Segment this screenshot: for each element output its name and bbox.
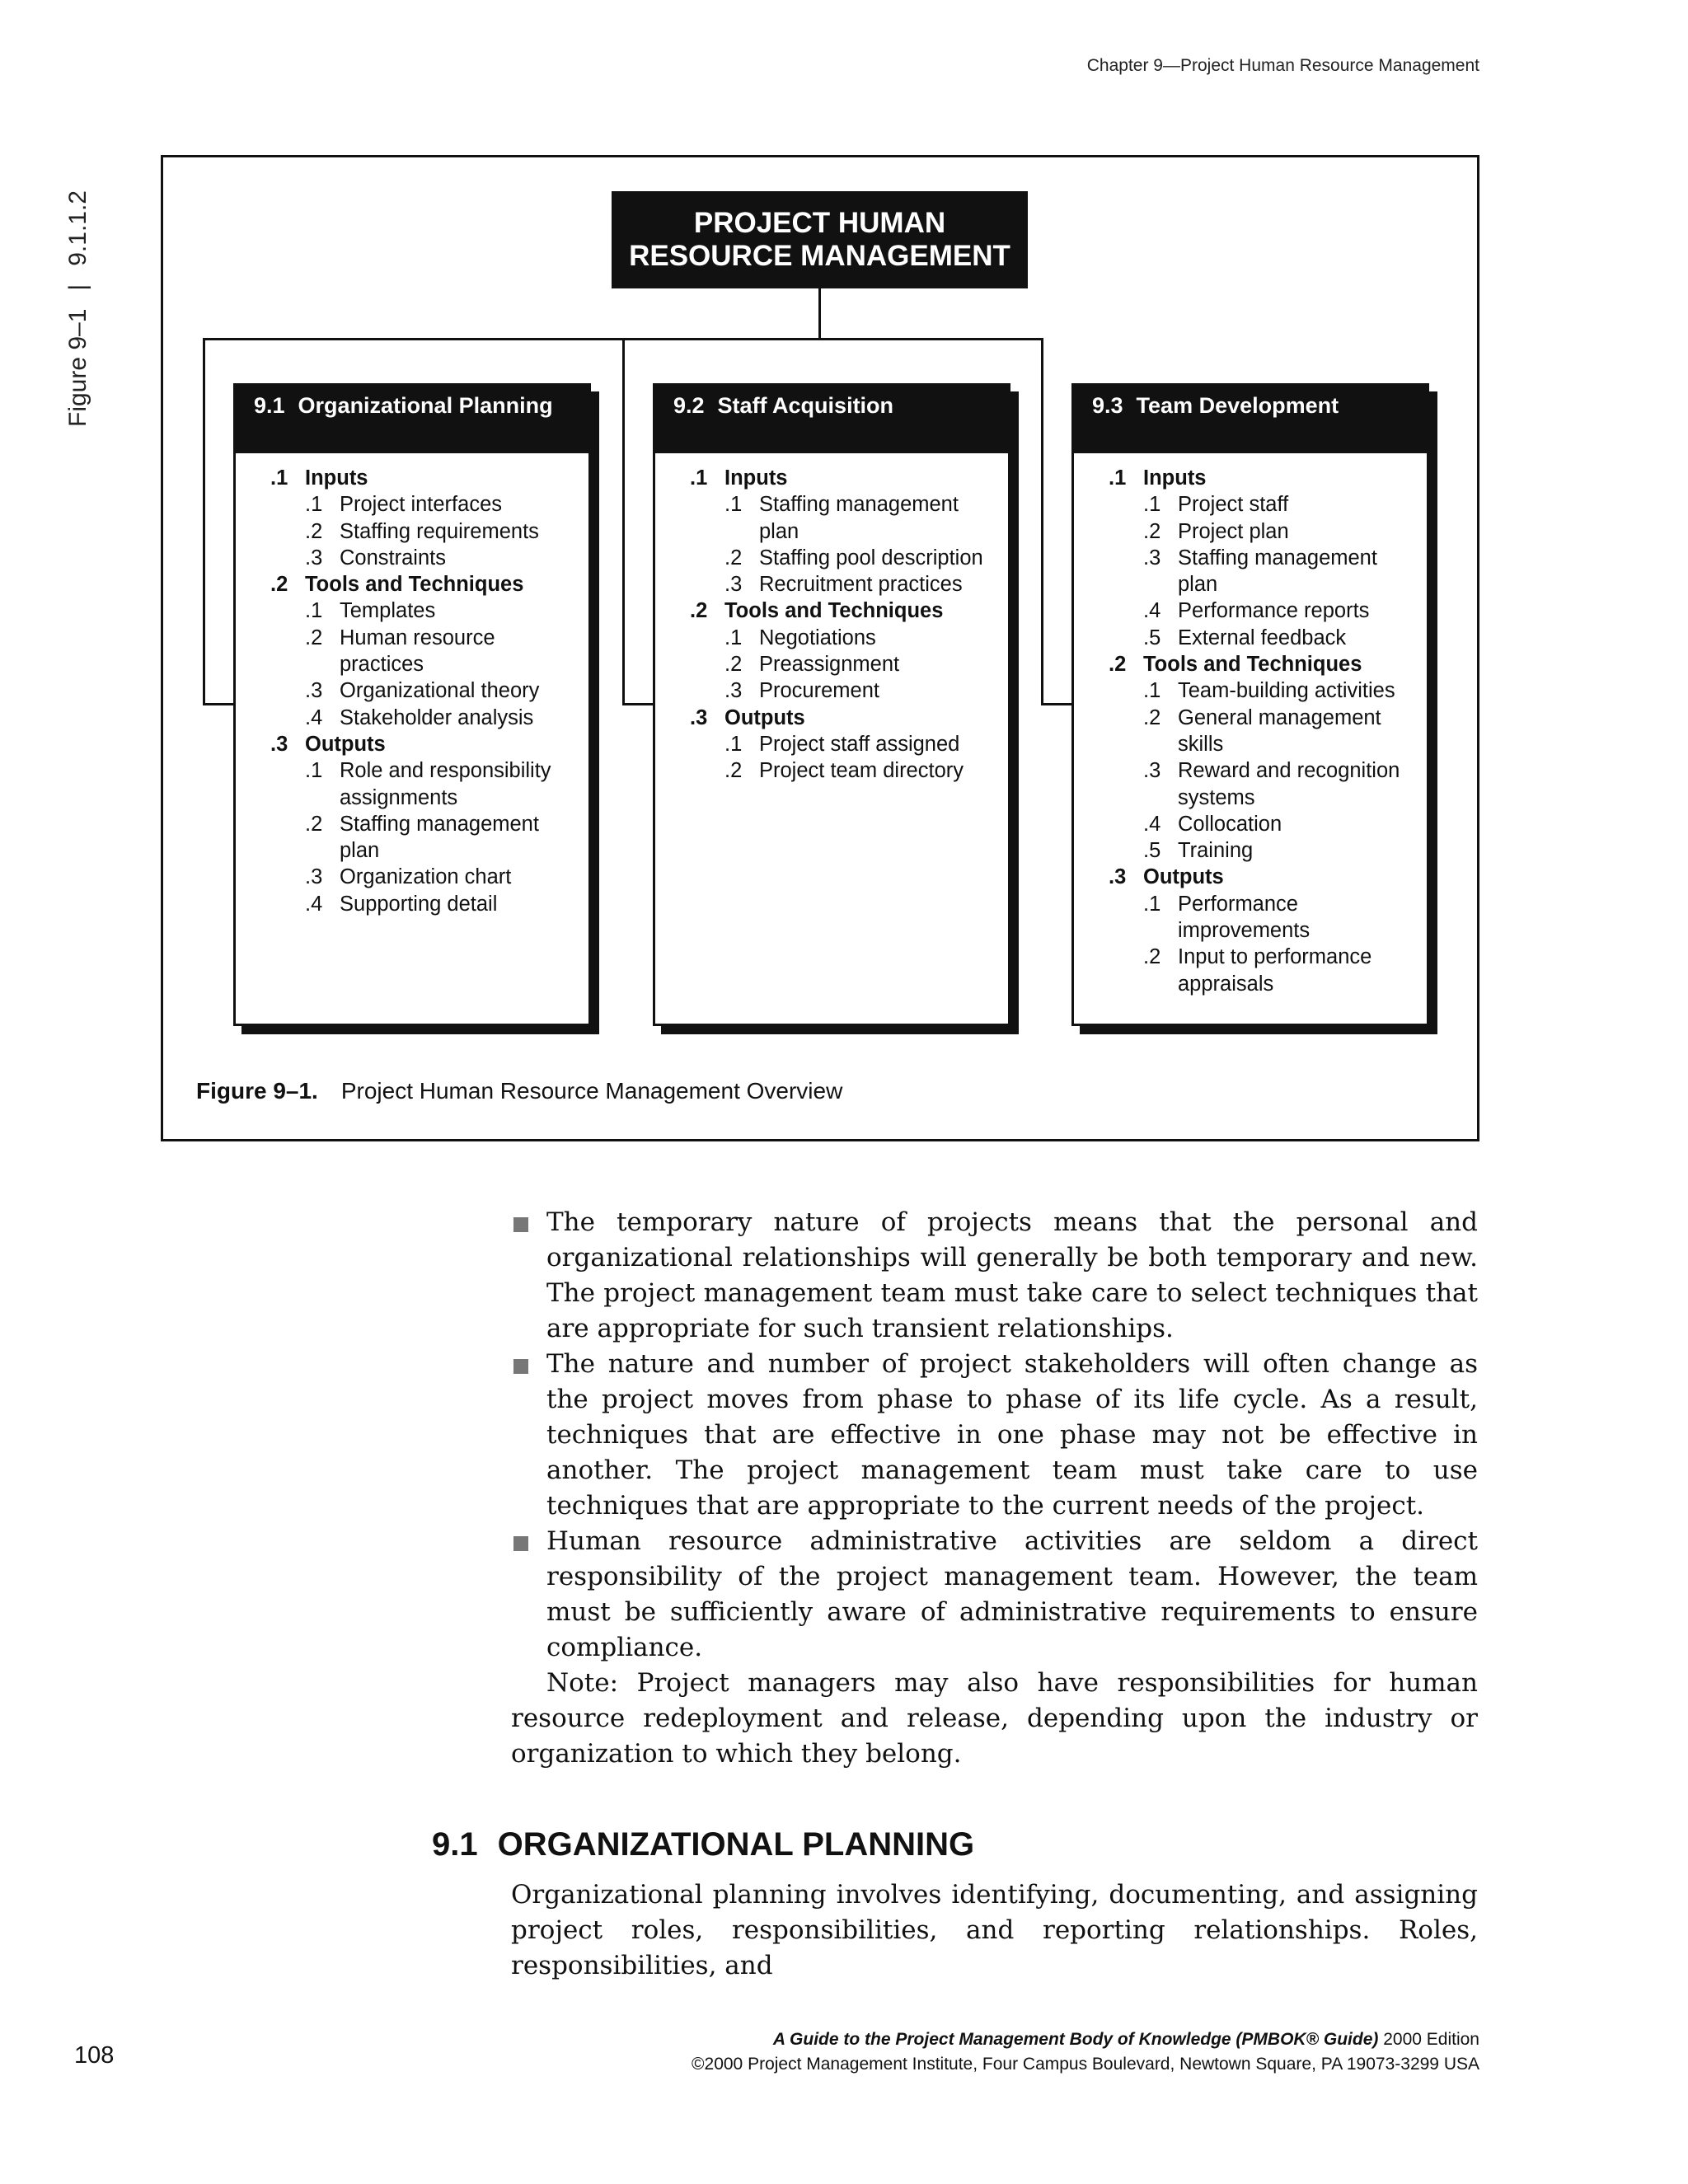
item-number: .2 [1143, 705, 1161, 729]
item-text: Preassignment [759, 653, 900, 677]
item-text: Constraints [340, 546, 446, 569]
connector-right-stub [1041, 703, 1074, 705]
item-text: General management skills [1178, 705, 1381, 756]
item-text: Role and responsibility assignments [340, 759, 551, 809]
item-number: .4 [305, 705, 323, 729]
side-figure-ref: Figure 9–1 [64, 308, 91, 427]
item-text: Performance improvements [1178, 892, 1311, 943]
process-section-heading [690, 465, 1008, 491]
item-text: Templates [340, 599, 436, 623]
item-text: Project team directory [759, 759, 964, 783]
section-title: ORGANIZATIONAL PLANNING [497, 1826, 975, 1863]
item-number: .1 [305, 493, 323, 517]
process-item [1109, 491, 1427, 518]
process-item [270, 811, 588, 865]
footer-edition: 2000 Edition [1378, 2030, 1479, 2049]
top-box-line1: PROJECT HUMAN [693, 207, 946, 239]
item-number: .1 [724, 626, 743, 649]
process-title: Staff Acquisition [717, 393, 894, 418]
item-number: .5 [1143, 626, 1161, 649]
process-section-heading [270, 465, 588, 491]
note-paragraph: Note: Project managers may also have responsibilities for human resource redeployment and release, depending upon the industry or organization to which they belong. [511, 1668, 1478, 1769]
process-number: 9.2 [673, 393, 705, 418]
item-number: .1 [305, 759, 323, 783]
section-label: Outputs [1143, 865, 1224, 889]
section-number-label: .2 [1109, 653, 1127, 677]
side-label [64, 190, 92, 427]
process-header [655, 386, 1008, 453]
item-text: Project plan [1178, 519, 1289, 543]
item-number: .4 [305, 892, 323, 916]
process-section-heading [1109, 651, 1427, 677]
section-number-label: .1 [690, 466, 708, 490]
process-item [1109, 811, 1427, 837]
bullet-item [511, 1205, 1478, 1347]
item-text: Performance reports [1178, 599, 1370, 623]
process-number: 9.3 [1092, 393, 1123, 418]
figure-caption-label: Figure 9–1. [196, 1078, 318, 1104]
process-item [270, 545, 588, 571]
side-separator: | [64, 284, 91, 291]
item-text: Staffing management plan [1178, 546, 1377, 597]
item-text: Staffing management plan [759, 493, 959, 543]
bullet-text: Human resource administrative activities are seldom a direct responsibility of the project management team. However, the team must be sufficiently aware of administrative requirements to ensure compliance. [546, 1526, 1478, 1662]
top-box [612, 191, 1028, 288]
process-item [270, 891, 588, 917]
item-text: Staffing pool description [759, 546, 983, 569]
process-body [1074, 453, 1427, 997]
item-number: .1 [1143, 493, 1161, 517]
section-label: Tools and Techniques [724, 599, 944, 623]
process-item [1109, 518, 1427, 545]
process-item [690, 545, 1008, 571]
section-number-label: .3 [270, 732, 288, 756]
item-number: .1 [1143, 679, 1161, 703]
item-number: .1 [724, 732, 743, 756]
item-number: .2 [1143, 519, 1161, 543]
item-text: Project interfaces [340, 493, 503, 517]
side-section-ref: 9.1.1.2 [64, 190, 91, 266]
process-item [270, 757, 588, 811]
process-section-heading [270, 731, 588, 757]
process-box [653, 383, 1010, 1026]
process-header [236, 386, 588, 453]
bullet-text: The nature and number of project stakeholders will often change as the project moves from phase to phase of its life cycle. As a result, techniques that are effective in one phase may not be effective in another. The project management team must take care to use techniques that are appropriate to the current needs of the project. [546, 1349, 1478, 1521]
process-section-heading [690, 705, 1008, 731]
process-item [270, 864, 588, 890]
section-heading [432, 1826, 974, 1863]
connector-mid-stub [622, 703, 655, 705]
item-number: .2 [724, 546, 743, 569]
item-text: Staffing management plan [340, 812, 539, 863]
footer-title: A Guide to the Project Management Body of Knowledge (PMBOK® Guide) [772, 2030, 1379, 2049]
bullet-text: The temporary nature of projects means that the personal and organizational relationships will generally be both temporary and new. The project management team must take care to select techniques that are appropriate for such transient relationships. [546, 1207, 1478, 1343]
process-section-heading [270, 571, 588, 598]
top-box-line2: RESOURCE MANAGEMENT [629, 240, 1010, 272]
process-item [270, 598, 588, 624]
process-item [690, 677, 1008, 704]
process-item [1109, 757, 1427, 811]
item-number: .1 [1143, 892, 1161, 916]
item-number: .3 [305, 679, 323, 703]
process-item [270, 705, 588, 731]
connector-left-vertical [203, 338, 205, 705]
item-text: Reward and recognition systems [1178, 759, 1400, 809]
process-item [1109, 625, 1427, 651]
item-number: .1 [305, 599, 323, 623]
item-text: Team-building activities [1178, 679, 1395, 703]
process-item [1109, 705, 1427, 758]
item-number: .2 [1143, 945, 1161, 969]
item-text: Project staff [1178, 493, 1289, 517]
section-number: 9.1 [432, 1826, 478, 1863]
process-item [1109, 837, 1427, 864]
item-text: Organizational theory [340, 679, 540, 703]
running-head: Chapter 9—Project Human Resource Management [1086, 56, 1479, 75]
section-number-label: .1 [1109, 466, 1127, 490]
section-label: Tools and Techniques [305, 573, 524, 597]
section-label: Inputs [305, 466, 368, 490]
process-item [270, 518, 588, 545]
item-text: Stakeholder analysis [340, 705, 534, 729]
item-text: Supporting detail [340, 892, 498, 916]
process-item [270, 625, 588, 678]
item-number: .4 [1143, 812, 1161, 836]
bullet-square-icon [513, 1359, 528, 1374]
process-item [690, 731, 1008, 757]
process-item [1109, 598, 1427, 624]
section-number-label: .2 [690, 599, 708, 623]
section-label: Tools and Techniques [1143, 653, 1362, 677]
process-item [1109, 545, 1427, 598]
process-item [690, 625, 1008, 651]
footer-copyright: ©2000 Project Management Institute, Four Campus Boulevard, Newtown Square, PA 19073-3299 USA [692, 2055, 1479, 2074]
connector-left-stub [203, 703, 236, 705]
figure-caption [196, 1078, 842, 1104]
item-number: .3 [724, 573, 743, 597]
item-text: Training [1178, 839, 1254, 863]
item-text: Human resource practices [340, 626, 495, 677]
process-box [233, 383, 591, 1026]
item-number: .1 [724, 493, 743, 517]
item-text: Recruitment practices [759, 573, 963, 597]
process-item [270, 491, 588, 518]
page-number: 108 [74, 2042, 115, 2069]
item-text: Collocation [1178, 812, 1282, 836]
figure-caption-text: Project Human Resource Management Overview [340, 1078, 843, 1104]
process-title: Team Development [1136, 393, 1339, 418]
process-header [1074, 386, 1427, 453]
process-item [1109, 944, 1427, 997]
item-number: .5 [1143, 839, 1161, 863]
bullet-item [511, 1347, 1478, 1524]
item-text: External feedback [1178, 626, 1347, 649]
process-item [1109, 677, 1427, 704]
item-number: .3 [1143, 546, 1161, 569]
process-section-heading [690, 598, 1008, 624]
bullet-square-icon [513, 1217, 528, 1232]
process-number: 9.1 [254, 393, 285, 418]
item-number: .2 [724, 759, 743, 783]
connector-right-vertical [1041, 338, 1043, 705]
item-number: .3 [305, 865, 323, 889]
body-text [511, 1205, 1478, 1772]
item-number: .3 [724, 679, 743, 703]
bullet-item [511, 1524, 1478, 1666]
bullet-square-icon [513, 1536, 528, 1551]
item-text: Organization chart [340, 865, 512, 889]
process-item [690, 651, 1008, 677]
process-body [655, 453, 1008, 785]
process-body [236, 453, 588, 917]
process-section-heading [1109, 465, 1427, 491]
connector-top-stem [818, 288, 821, 340]
section-label: Inputs [1143, 466, 1207, 490]
item-text: Project staff assigned [759, 732, 960, 756]
section-number-label: .1 [270, 466, 288, 490]
item-text: Negotiations [759, 626, 876, 649]
process-title: Organizational Planning [298, 393, 553, 418]
item-number: .3 [1143, 759, 1161, 783]
item-number: .2 [305, 519, 323, 543]
item-number: .3 [305, 546, 323, 569]
process-item [690, 571, 1008, 598]
process-item [1109, 891, 1427, 944]
process-box [1071, 383, 1429, 1026]
item-number: .2 [724, 653, 743, 677]
section-number-label: .3 [690, 705, 708, 729]
section-number-label: .3 [1109, 865, 1127, 889]
item-number: .2 [305, 626, 323, 649]
process-section-heading [1109, 864, 1427, 890]
item-text: Procurement [759, 679, 879, 703]
process-item [690, 491, 1008, 545]
process-item [690, 757, 1008, 784]
connector-mid-vertical [622, 338, 625, 705]
item-text: Input to performance appraisals [1178, 945, 1372, 996]
section-label: Outputs [724, 705, 805, 729]
process-item [270, 677, 588, 704]
section-label: Inputs [724, 466, 788, 490]
item-text: Staffing requirements [340, 519, 539, 543]
section-number-label: .2 [270, 573, 288, 597]
item-number: .4 [1143, 599, 1161, 623]
section-paragraph: Organizational planning involves identifying, documenting, and assigning project roles, responsibilities, and reporting relationships. Roles, responsibilities, and [511, 1880, 1478, 1980]
section-label: Outputs [305, 732, 386, 756]
item-number: .2 [305, 812, 323, 836]
footer [692, 2027, 1479, 2077]
